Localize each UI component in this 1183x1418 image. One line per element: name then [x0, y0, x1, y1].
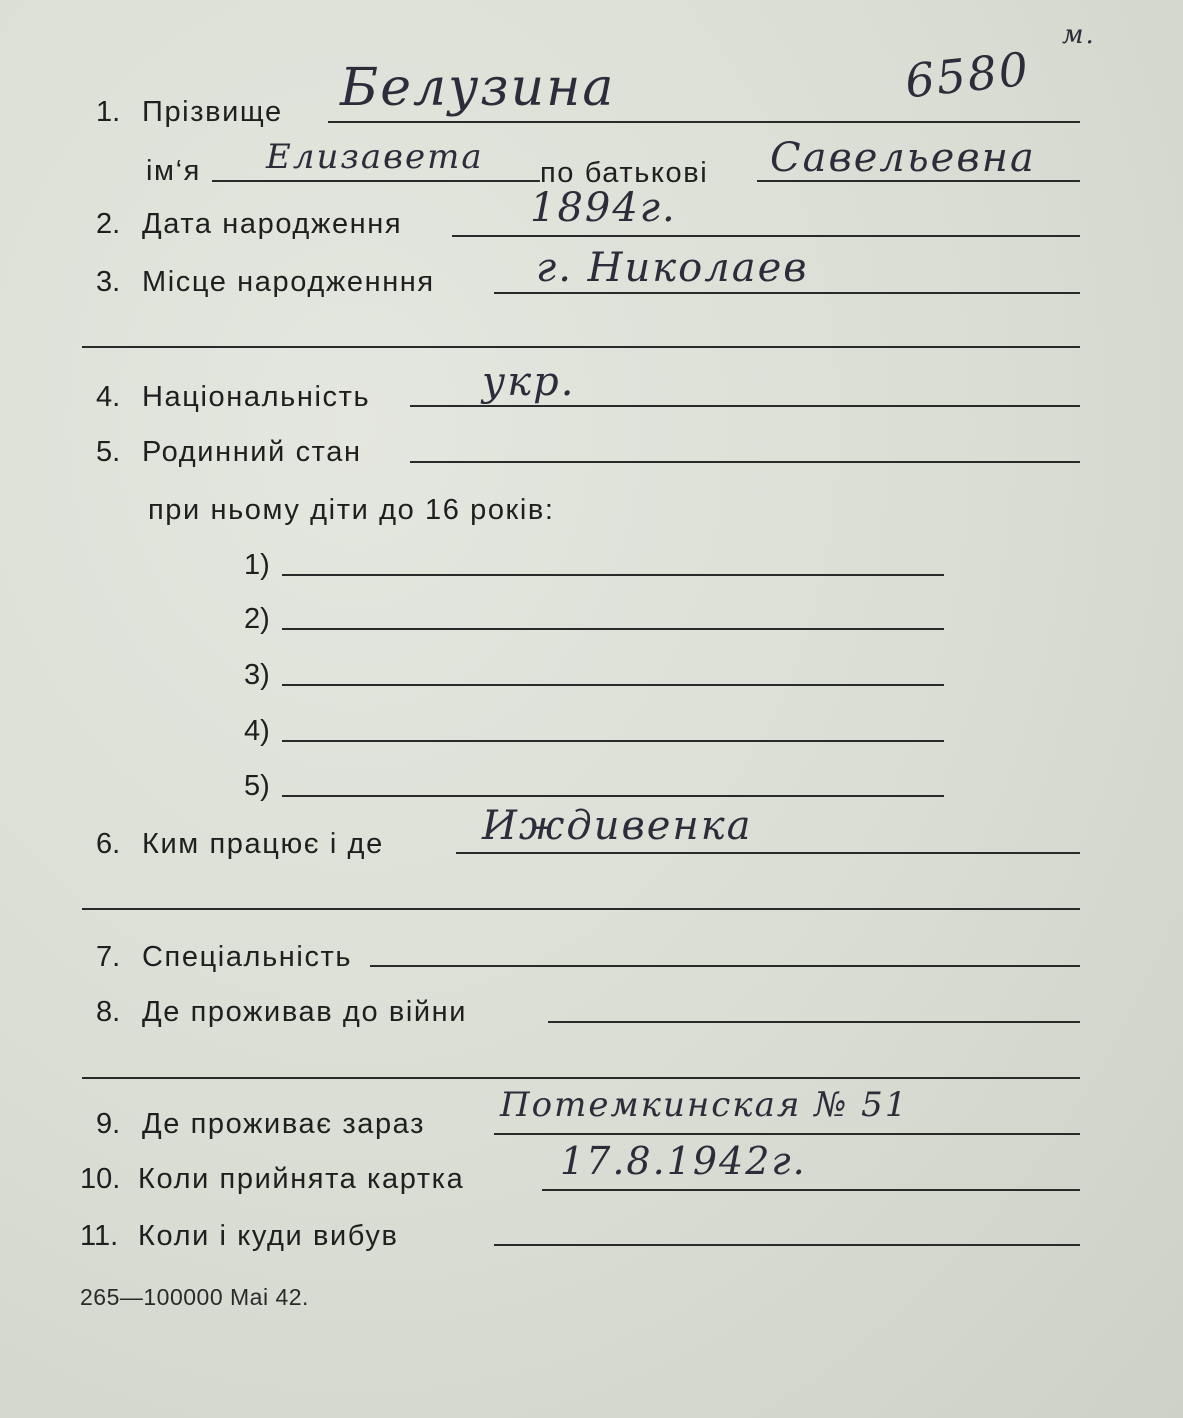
field-number: 9.	[96, 1108, 121, 1140]
child-line	[282, 574, 944, 576]
card-date-label: Коли прийнята картка	[138, 1163, 465, 1195]
child-line	[282, 740, 944, 742]
birth-place-line-2	[82, 346, 1080, 348]
work-line	[456, 852, 1080, 854]
surname-value: Белузина	[340, 58, 616, 118]
prewar-line-2	[82, 1077, 1080, 1079]
patronymic-label: по батькові	[540, 157, 709, 189]
child-line	[282, 684, 944, 686]
field-number: 11.	[80, 1220, 119, 1252]
field-number: 10.	[80, 1163, 121, 1195]
child-item: 4)	[244, 715, 270, 747]
family-line	[410, 461, 1080, 463]
birth-date-label: Дата народження	[142, 208, 403, 240]
child-line	[282, 795, 944, 797]
surname-label: Прізвище	[142, 96, 283, 128]
field-number: 1.	[96, 96, 121, 128]
child-item: 2)	[244, 603, 270, 635]
first-name-value: Елизавета	[266, 137, 484, 177]
child-item: 5)	[244, 770, 270, 802]
birth-place-value: г. Николаев	[536, 245, 809, 291]
field-number: 4.	[96, 381, 121, 413]
field-number: 3.	[96, 266, 121, 298]
current-label: Де проживає зараз	[142, 1108, 425, 1140]
card-number-suffix: м.	[1062, 20, 1096, 50]
work-value: Иждивенка	[482, 803, 753, 849]
specialty-line	[370, 965, 1080, 967]
specialty-label: Спеціальність	[142, 941, 353, 973]
prewar-label: Де проживав до війни	[142, 996, 468, 1028]
nationality-label: Національність	[142, 381, 371, 413]
birth-place-line	[494, 292, 1080, 294]
card-number: 6580	[902, 41, 1033, 109]
first-name-label: ім‘я	[146, 155, 201, 187]
nationality-value: укр.	[482, 359, 576, 405]
work-line-2	[82, 908, 1080, 910]
field-number: 7.	[96, 941, 121, 973]
birth-date-value: 1894г.	[530, 185, 677, 231]
field-number: 8.	[96, 996, 121, 1028]
nationality-line	[410, 405, 1080, 407]
surname-line	[328, 121, 1080, 123]
departure-line	[494, 1244, 1080, 1246]
print-code: 265—100000 Mai 42.	[80, 1284, 309, 1310]
birth-date-line	[452, 235, 1080, 237]
work-label: Ким працює і де	[142, 828, 384, 860]
card-date-line	[542, 1189, 1080, 1191]
child-line	[282, 628, 944, 630]
child-item: 1)	[244, 549, 270, 581]
field-number: 5.	[96, 436, 121, 468]
children-label: при ньому діти до 16 років:	[148, 494, 555, 526]
patronymic-value: Савельевна	[770, 135, 1036, 181]
departure-label: Коли і куди вибув	[138, 1220, 399, 1252]
field-number: 2.	[96, 208, 121, 240]
current-value: Потемкинская № 51	[500, 1085, 909, 1125]
first-name-line	[212, 180, 540, 182]
field-number: 6.	[96, 828, 121, 860]
prewar-line	[548, 1021, 1080, 1023]
family-label: Родинний стан	[142, 436, 362, 468]
child-item: 3)	[244, 659, 270, 691]
birth-place-label: Місце народженння	[142, 266, 435, 298]
card-date-value: 17.8.1942г.	[560, 1139, 807, 1183]
current-line	[494, 1133, 1080, 1135]
